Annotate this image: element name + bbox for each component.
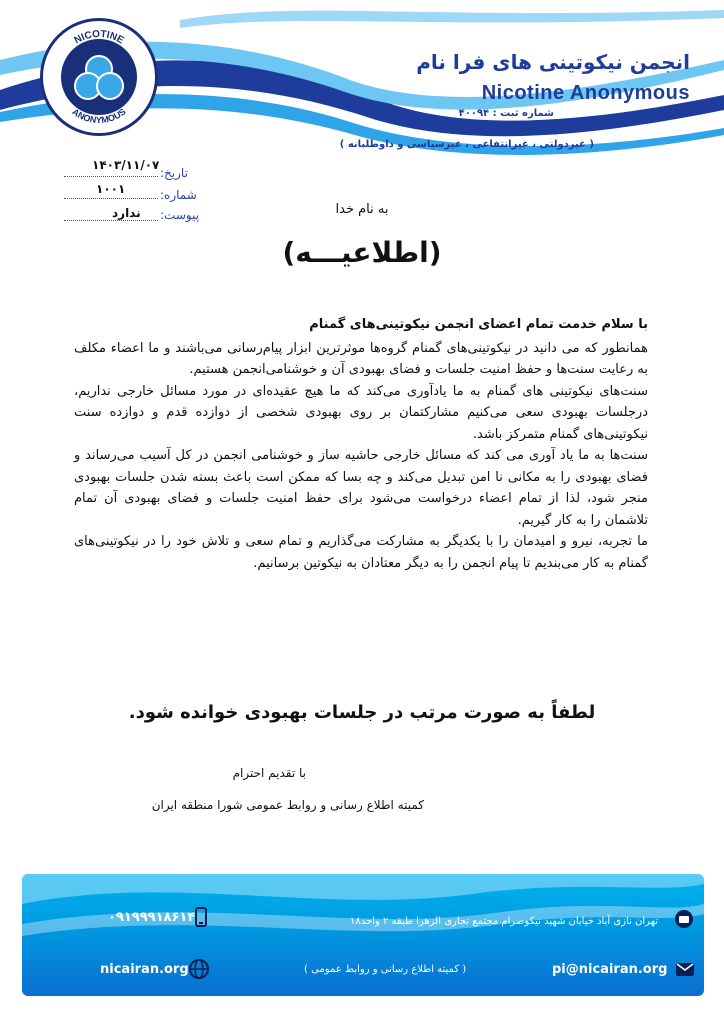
attachment-value: ندارد bbox=[112, 206, 141, 220]
website-link[interactable]: nicairan.org bbox=[100, 962, 189, 977]
footer-banner bbox=[22, 874, 704, 996]
number-value: ۱۰۰۱ bbox=[96, 182, 126, 196]
organization-name-english: Nicotine Anonymous bbox=[481, 82, 690, 104]
registration-number: شماره ثبت : ۴۰۰۹۴ bbox=[458, 108, 554, 119]
organization-name-persian: انجمن نیکوتینی های فرا نام bbox=[416, 50, 690, 74]
paragraph: ما تجربه، نیرو و امیدمان را با یکدیگر به مشارکت می‌گذاریم و تمام سعی و تلاش خود را در نیکوتینی‌های گمنام به کار می‌بندیم تا پیام انجمن را به دیگر معتادان به نیکوتین برسانیم. bbox=[74, 534, 648, 571]
address-text: تهران نازی آباد خیابان شهید نیکوصرام مجتمع تجاری الزهرا طبقه ۲ واحد۱۸ bbox=[350, 916, 659, 927]
address-icon bbox=[673, 908, 695, 930]
attachment-dots bbox=[64, 220, 158, 221]
date-value: ۱۴۰۳/۱۱/۰۷ bbox=[92, 158, 160, 172]
organization-description: ( غیردولتی ، غیرانتفاعی ، غیرسیاسی و داوطلبانه ) bbox=[339, 139, 594, 150]
organization-type: سازمان های مردم نهاد bbox=[461, 124, 574, 135]
announcement-title: (اطلاعیـــه) bbox=[282, 236, 442, 269]
paragraph: همانطور که می دانید در نیکوتینی‌های گمنام گروه‌ها موثرترین ابزار پیام‌رسانی می‌باشند و ما اعضاء مکلف به رعایت سنت‌ها و حفظ امنیت جلسات و فضای بهبودی آن و خوشنامی‌انجمن هستیم. bbox=[74, 340, 648, 377]
signature-text: کمیته اطلاع رسانی و روابط عمومی شورا منطقه ایران bbox=[151, 798, 424, 812]
paragraph: سنت‌های نیکوتینی های گمنام به ما یادآوری می‌کند که ما هیچ عقیده‌ای در مورد مسائل خارجی نداریم، درجلسات بهبودی سعی می‌کنیم مشارکتمان بر روی بهبودی شخصی از دوازده قدم و دوازده سنت نیکوتینی‌های گمنام متمرکز باشد. bbox=[74, 383, 648, 442]
number-label: شماره: bbox=[160, 188, 197, 202]
letter-body bbox=[74, 314, 648, 574]
date-dots bbox=[64, 176, 158, 177]
email-icon bbox=[674, 958, 696, 980]
closing-instruction: لطفاً به صورت مرتب در جلسات بهبودی خوانده شود. bbox=[128, 702, 596, 723]
committee-text: ( کمیته اطلاع رسانی و روابط عمومی ) bbox=[304, 964, 467, 975]
organization-logo bbox=[40, 18, 158, 136]
regards-text: با تقدیم احترام bbox=[232, 766, 306, 780]
attachment-label: پیوست: bbox=[160, 208, 200, 222]
paragraph: سنت‌ها به ما یاد آوری می کند که مسائل خارجی حاشیه ساز و خوشنامی انجمن در کل آسیب می‌رساند و فضای بهبودی را به مکانی نا امن تبدیل می‌کند و چه بسا که ممکن است باعث بسته شدن جلسات بهبودی منجر شود، لذا از تمام اعضاء درخواست می‌شود برای حفظ امنیت جلسات و فضای بهبودی آن تمام تلاشمان را به کار گیریم. bbox=[74, 448, 648, 528]
number-dots bbox=[64, 198, 158, 199]
date-label: تاریخ: bbox=[160, 166, 188, 180]
svg-text:ANONYMOUS: ANONYMOUS bbox=[70, 106, 128, 126]
logo-ring-text bbox=[43, 21, 155, 133]
email-address[interactable]: pi@nicairan.org bbox=[552, 962, 668, 977]
footer-wave-decoration bbox=[22, 874, 704, 996]
phone-number: ۰۹۱۹۹۹۱۸۶۱۴ bbox=[108, 910, 196, 925]
svg-text:NICOTINE: NICOTINE bbox=[72, 28, 126, 47]
letter-greeting: با سلام خدمت تمام اعضای انجمن نیکوتینی‌های گمنام bbox=[309, 317, 648, 332]
bismillah-heading: به نام خدا bbox=[335, 202, 389, 217]
globe-icon bbox=[188, 958, 210, 980]
